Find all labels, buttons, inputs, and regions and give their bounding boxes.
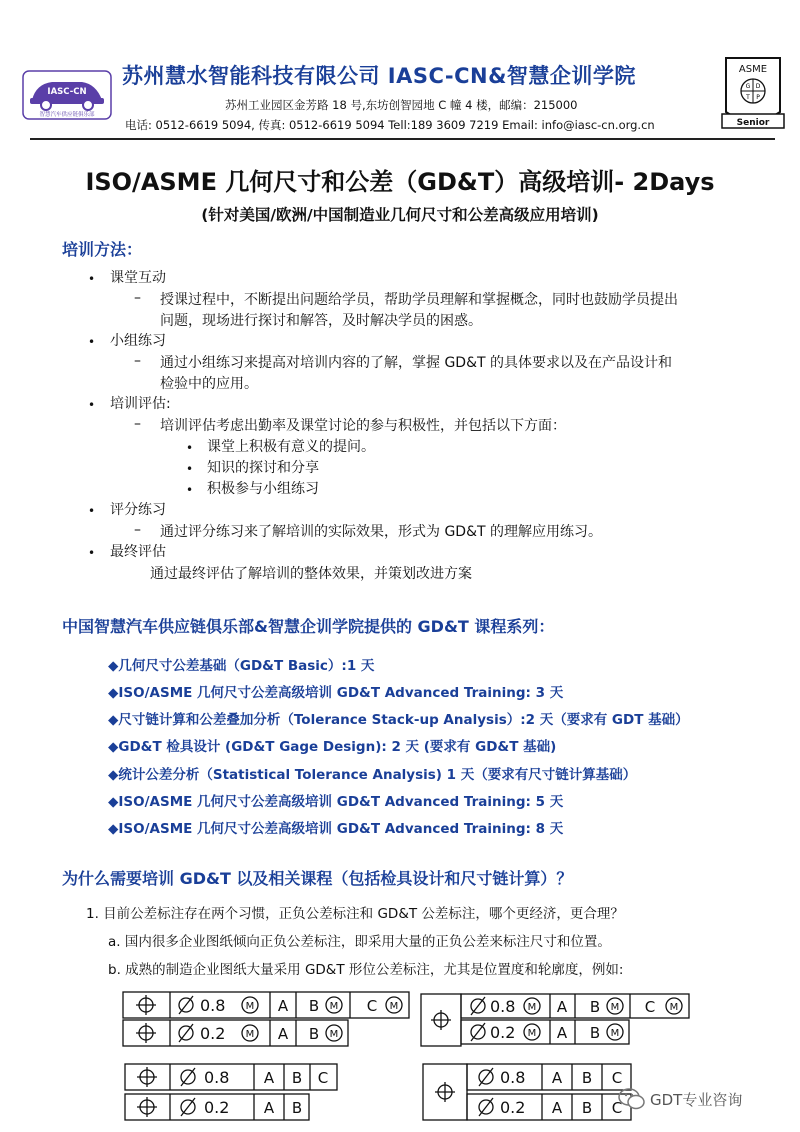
svg-text:C: C [366,997,378,1015]
dash: – [134,522,141,538]
method-desc: 问题，现场进行探讨和解答，及时解决学员的困惑。 [160,313,482,329]
svg-text:B: B [308,1025,320,1043]
svg-text:C: C [317,1069,329,1087]
svg-text:M: M [389,1001,399,1012]
company-address: 苏州工业园区金芳路 18 号,东坊创智园地 C 幢 4 楼，邮编：215000 [225,98,578,112]
method-label: 课堂互动 [110,270,166,286]
svg-text:0.2: 0.2 [490,1023,516,1042]
method-label: 评分练习 [110,502,166,518]
question-1: 1. 目前公差标注存在两个习惯，正负公差标注和 GD&T 公差标注，哪个更经济，更合理？ [86,906,624,922]
methods-heading: 培训方法： [62,240,143,259]
course-item: ◆ISO/ASME 几何尺寸公差高级培训 GD&T Advanced Training: 3 天 [108,685,564,701]
svg-text:G: G [745,83,751,90]
sub-item: 课堂上积极有意义的提问。 [207,439,375,455]
svg-text:T: T [746,94,750,101]
why-heading: 为什么需要培训 GD&T 以及相关课程（包括检具设计和尺寸链计算）？ [62,869,573,888]
dash: – [134,290,141,306]
logo-text: IASC-CN [47,87,87,97]
svg-text:M: M [610,1002,620,1013]
bullet-dot: • [88,272,96,286]
method-desc: 培训评估考虑出勤率及课堂讨论的参与积极性，并包括以下方面： [160,418,566,434]
svg-text:0.2: 0.2 [204,1098,230,1117]
feature-control-frame-1 [122,990,412,1052]
feature-control-frame-3 [124,1062,340,1124]
course-item: ◆统计公差分析（Statistical Tolerance Analysis) 1 天（要求有尺寸链计算基础） [108,767,637,783]
watermark-text: GDT专业咨询 [650,1091,743,1109]
company-contact: 电话: 0512-6619 5094, 传真: 0512-6619 5094 Tell:189 3609 7219 Email: info@iasc-cn.org.cn [125,118,655,132]
svg-text:0.8: 0.8 [204,1068,230,1087]
svg-text:0.8: 0.8 [490,997,516,1016]
svg-text:M: M [527,1002,537,1013]
document-title: ISO/ASME 几何尺寸和公差（GD&T）高级培训- 2Days [85,168,715,196]
dash: – [134,416,141,432]
courses-heading: 中国智慧汽车供应链俱乐部&智慧企训学院提供的 GD&T 课程系列： [62,617,555,636]
svg-text:B: B [589,1024,601,1042]
course-item: ◆ISO/ASME 几何尺寸公差高级培训 GD&T Advanced Training: 5 天 [108,794,564,810]
svg-text:A: A [556,998,568,1016]
svg-text:0.2: 0.2 [500,1098,526,1117]
method-desc: 通过评分练习来了解培训的实际效果，形式为 GD&T 的理解应用练习。 [160,524,602,540]
method-desc: 授课过程中，不断提出问题给学员，帮助学员理解和掌握概念，同时也鼓励学员提出 [160,292,678,308]
svg-text:A: A [551,1069,563,1087]
iasc-cn-logo [22,70,112,120]
svg-text:C: C [611,1099,623,1117]
svg-text:B: B [589,998,601,1016]
asme-text: ASME [738,64,768,75]
feature-control-frame-4 [422,1062,634,1124]
document-subtitle: (针对美国/欧洲/中国制造业几何尺寸和公差高级应用培训) [201,206,599,224]
svg-text:C: C [644,998,656,1016]
course-item: ◆ISO/ASME 几何尺寸公差高级培训 GD&T Advanced Training: 8 天 [108,821,564,837]
svg-text:M: M [527,1028,537,1039]
senior-text: Senior [736,118,770,128]
svg-text:0.8: 0.8 [500,1068,526,1087]
svg-text:M: M [245,1001,255,1012]
bullet-dot: • [88,398,96,412]
feature-control-frame-2 [420,992,692,1052]
svg-text:B: B [581,1099,593,1117]
svg-text:M: M [669,1002,679,1013]
svg-text:M: M [610,1028,620,1039]
bullet-dot: • [88,546,96,560]
method-desc: 检验中的应用。 [160,376,258,392]
method-label: 培训评估: [110,396,171,412]
method-desc: 通过最终评估了解培训的整体效果，并策划改进方案 [150,566,472,582]
svg-text:A: A [556,1024,568,1042]
letterhead [0,0,800,140]
svg-text:A: A [263,1069,275,1087]
course-item: ◆几何尺寸公差基础（GD&T Basic）:1 天 [108,658,375,674]
sub-bullet-dot: • [186,462,194,476]
svg-text:0.8: 0.8 [200,996,226,1015]
method-label: 最终评估 [110,544,166,560]
header-divider [30,138,775,140]
sub-bullet-dot: • [186,483,194,497]
answer-b: b. 成熟的制造企业图纸大量采用 GD&T 形位公差标注，尤其是位置度和轮廓度，例如: [108,962,624,978]
svg-text:C: C [611,1069,623,1087]
svg-text:M: M [245,1029,255,1040]
svg-text:M: M [329,1001,339,1012]
course-item: ◆GD&T 检具设计 (GD&T Gage Design): 2 天 (要求有 GD&T 基础) [108,739,557,755]
dash: – [134,353,141,369]
svg-text:D: D [755,83,761,90]
method-desc: 通过小组练习来提高对培训内容的了解，掌握 GD&T 的具体要求以及在产品设计和 [160,355,672,371]
method-label: 小组练习 [110,333,166,349]
svg-text:A: A [277,997,289,1015]
sub-bullet-dot: • [186,441,194,455]
svg-text:P: P [756,94,760,101]
svg-text:B: B [291,1069,303,1087]
answer-a: a. 国内很多企业图纸倾向正负公差标注，即采用大量的正负公差来标注尺寸和位置。 [108,934,611,950]
bullet-dot: • [88,504,96,518]
logo-caption: 智慧汽车供应链俱乐部 [39,112,95,118]
svg-text:M: M [329,1029,339,1040]
company-name: 苏州慧水智能科技有限公司 IASC-CN&智慧企训学院 [122,64,636,88]
svg-text:B: B [291,1099,303,1117]
svg-text:A: A [551,1099,563,1117]
course-item: ◆尺寸链计算和公差叠加分析（Tolerance Stack-up Analysis）:2 天（要求有 GDT 基础） [108,712,689,728]
asme-senior-logo [718,54,788,132]
wechat-icon [618,1086,646,1112]
svg-text:B: B [581,1069,593,1087]
sub-item: 知识的探讨和分享 [207,460,319,476]
sub-item: 积极参与小组练习 [207,481,319,497]
svg-text:A: A [263,1099,275,1117]
bullet-dot: • [88,335,96,349]
svg-text:B: B [308,997,320,1015]
svg-text:0.2: 0.2 [200,1024,226,1043]
svg-text:A: A [277,1025,289,1043]
